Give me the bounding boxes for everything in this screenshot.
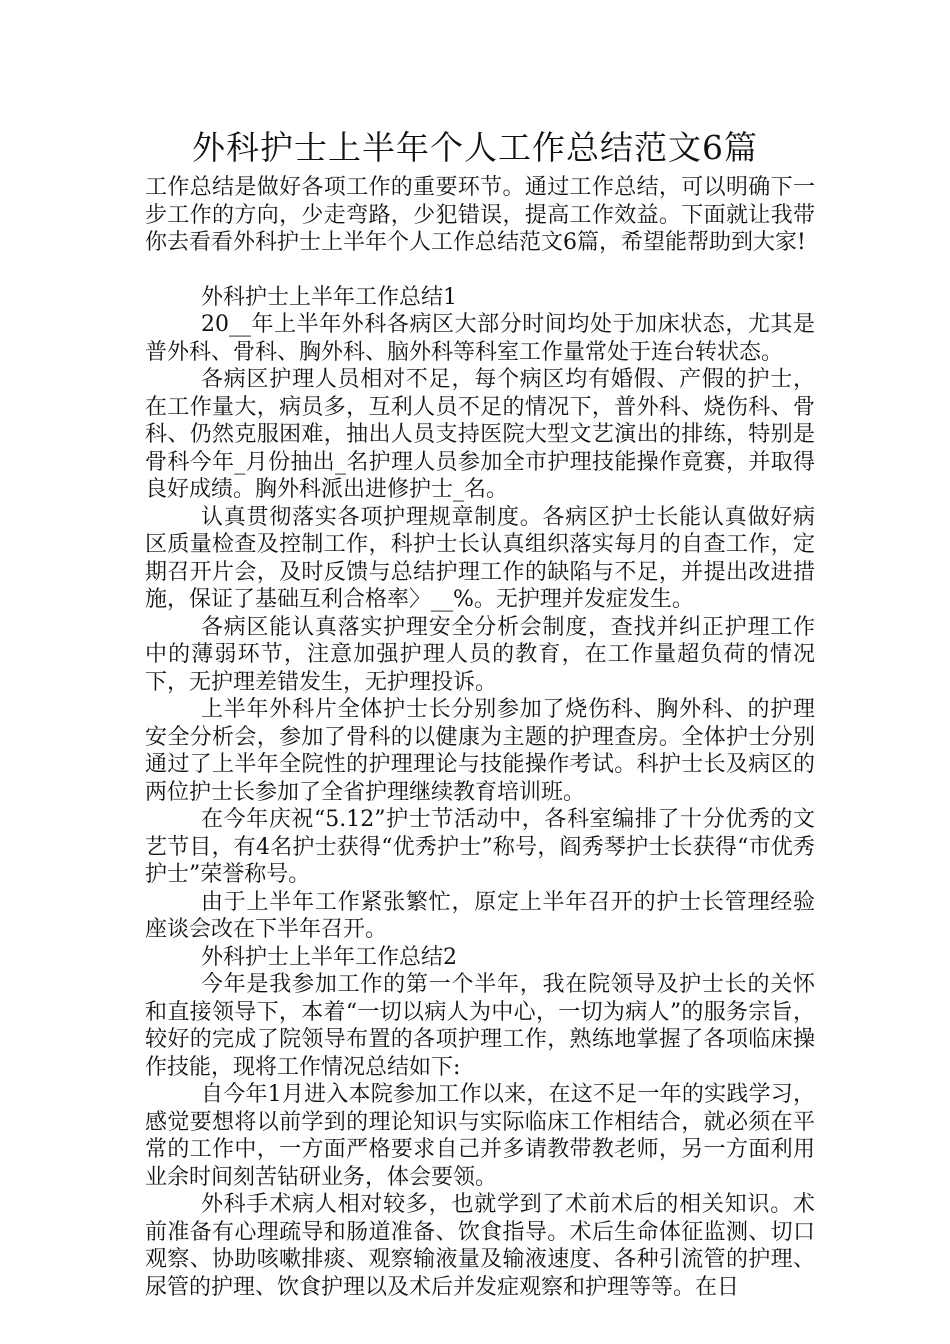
body-paragraph: 外科手术病人相对较多，也就学到了术前术后的相关知识。术前准备有心理疏导和肠道准备、饮食指导。术后生命体征监测、切口观察、协助咳嗽排痰、观察输液量及输液速度、各种引流管的护理、尿管的护理、饮食护理以及术后并发症观察和护理等等。在日 [145,1192,815,1300]
section-heading-1: 外科护士上半年工作总结1 [201,284,457,310]
body-paragraph: 20__年上半年外科各病区大部分时间均处于加床状态，尤其是普外科、骨科、胸外科、脑外科等科室工作量常处于连台转状态。 [145,312,815,365]
body-paragraph: 各病区能认真落实护理安全分析会制度，查找并纠正护理工作中的薄弱环节，注意加强护理人员的教育，在工作量超负荷的情况下，无护理差错发生，无护理投诉。 [145,614,815,695]
intro-paragraph: 工作总结是做好各项工作的重要环节。通过工作总结，可以明确下一步工作的方向，少走弯路，少犯错误，提高工作效益。下面就让我带你去看看外科护士上半年个人工作总结范文6篇，希望能帮助到大家! [145,175,815,255]
body-paragraph: 认真贯彻落实各项护理规章制度。各病区护士长能认真做好病区质量检查及控制工作，科护士长认真组织落实每月的自查工作，定期召开片会，及时反馈与总结护理工作的缺陷与不足，并提出改进措施，保证了基础互利合格率〉__%。无护理并发症发生。 [145,504,815,612]
body-paragraph: 各病区护理人员相对不足，每个病区均有婚假、产假的护士，在工作量大，病员多，互利人员不足的情况下，普外科、烧伤科、骨科、仍然克服困难，抽出人员支持医院大型文艺演出的排练，特别是骨科今年_月份抽出_名护理人员参加全市护理技能操作竟赛，并取得良好成绩。胸外科派出进修护士_名。 [145,367,815,502]
body-paragraph: 自今年1月进入本院参加工作以来，在这不足一年的实践学习，感觉要想将以前学到的理论知识与实际临床工作相结合，就必须在平常的工作中，一方面严格要求自己并多请教带教老师，另一方面利用业余时间刻苦钻研业务，体会要领。 [145,1082,815,1190]
body-paragraph: 在今年庆祝“5.12”护士节活动中，各科室编排了十分优秀的文艺节目，有4名护士获得“优秀护士”称号，阎秀琴护士长获得“市优秀护士”荣誉称号。 [145,807,815,887]
body-paragraph: 由于上半年工作紧张繁忙，原定上半年召开的护士长管理经验座谈会改在下半年召开。 [145,889,815,942]
document-title: 外科护士上半年个人工作总结范文6篇 [192,128,758,167]
body-paragraph: 今年是我参加工作的第一个半年，我在院领导及护士长的关怀和直接领导下，本着“一切以病人为中心，一切为病人”的服务宗旨，较好的完成了院领导布置的各项护理工作，熟练地掌握了各项临床操作技能，现将工作情况总结如下: [145,972,815,1080]
document-body [145,174,815,1301]
section-heading-2: 外科护士上半年工作总结2 [201,944,457,970]
body-paragraph: 上半年外科片全体护士长分别参加了烧伤科、胸外科、的护理安全分析会，参加了骨科的以健康为主题的护理查房。全体护士分别通过了上半年全院性的护理理论与技能操作考试。科护士长及病区的两位护士长参加了全省护理继续教育培训班。 [145,697,815,805]
